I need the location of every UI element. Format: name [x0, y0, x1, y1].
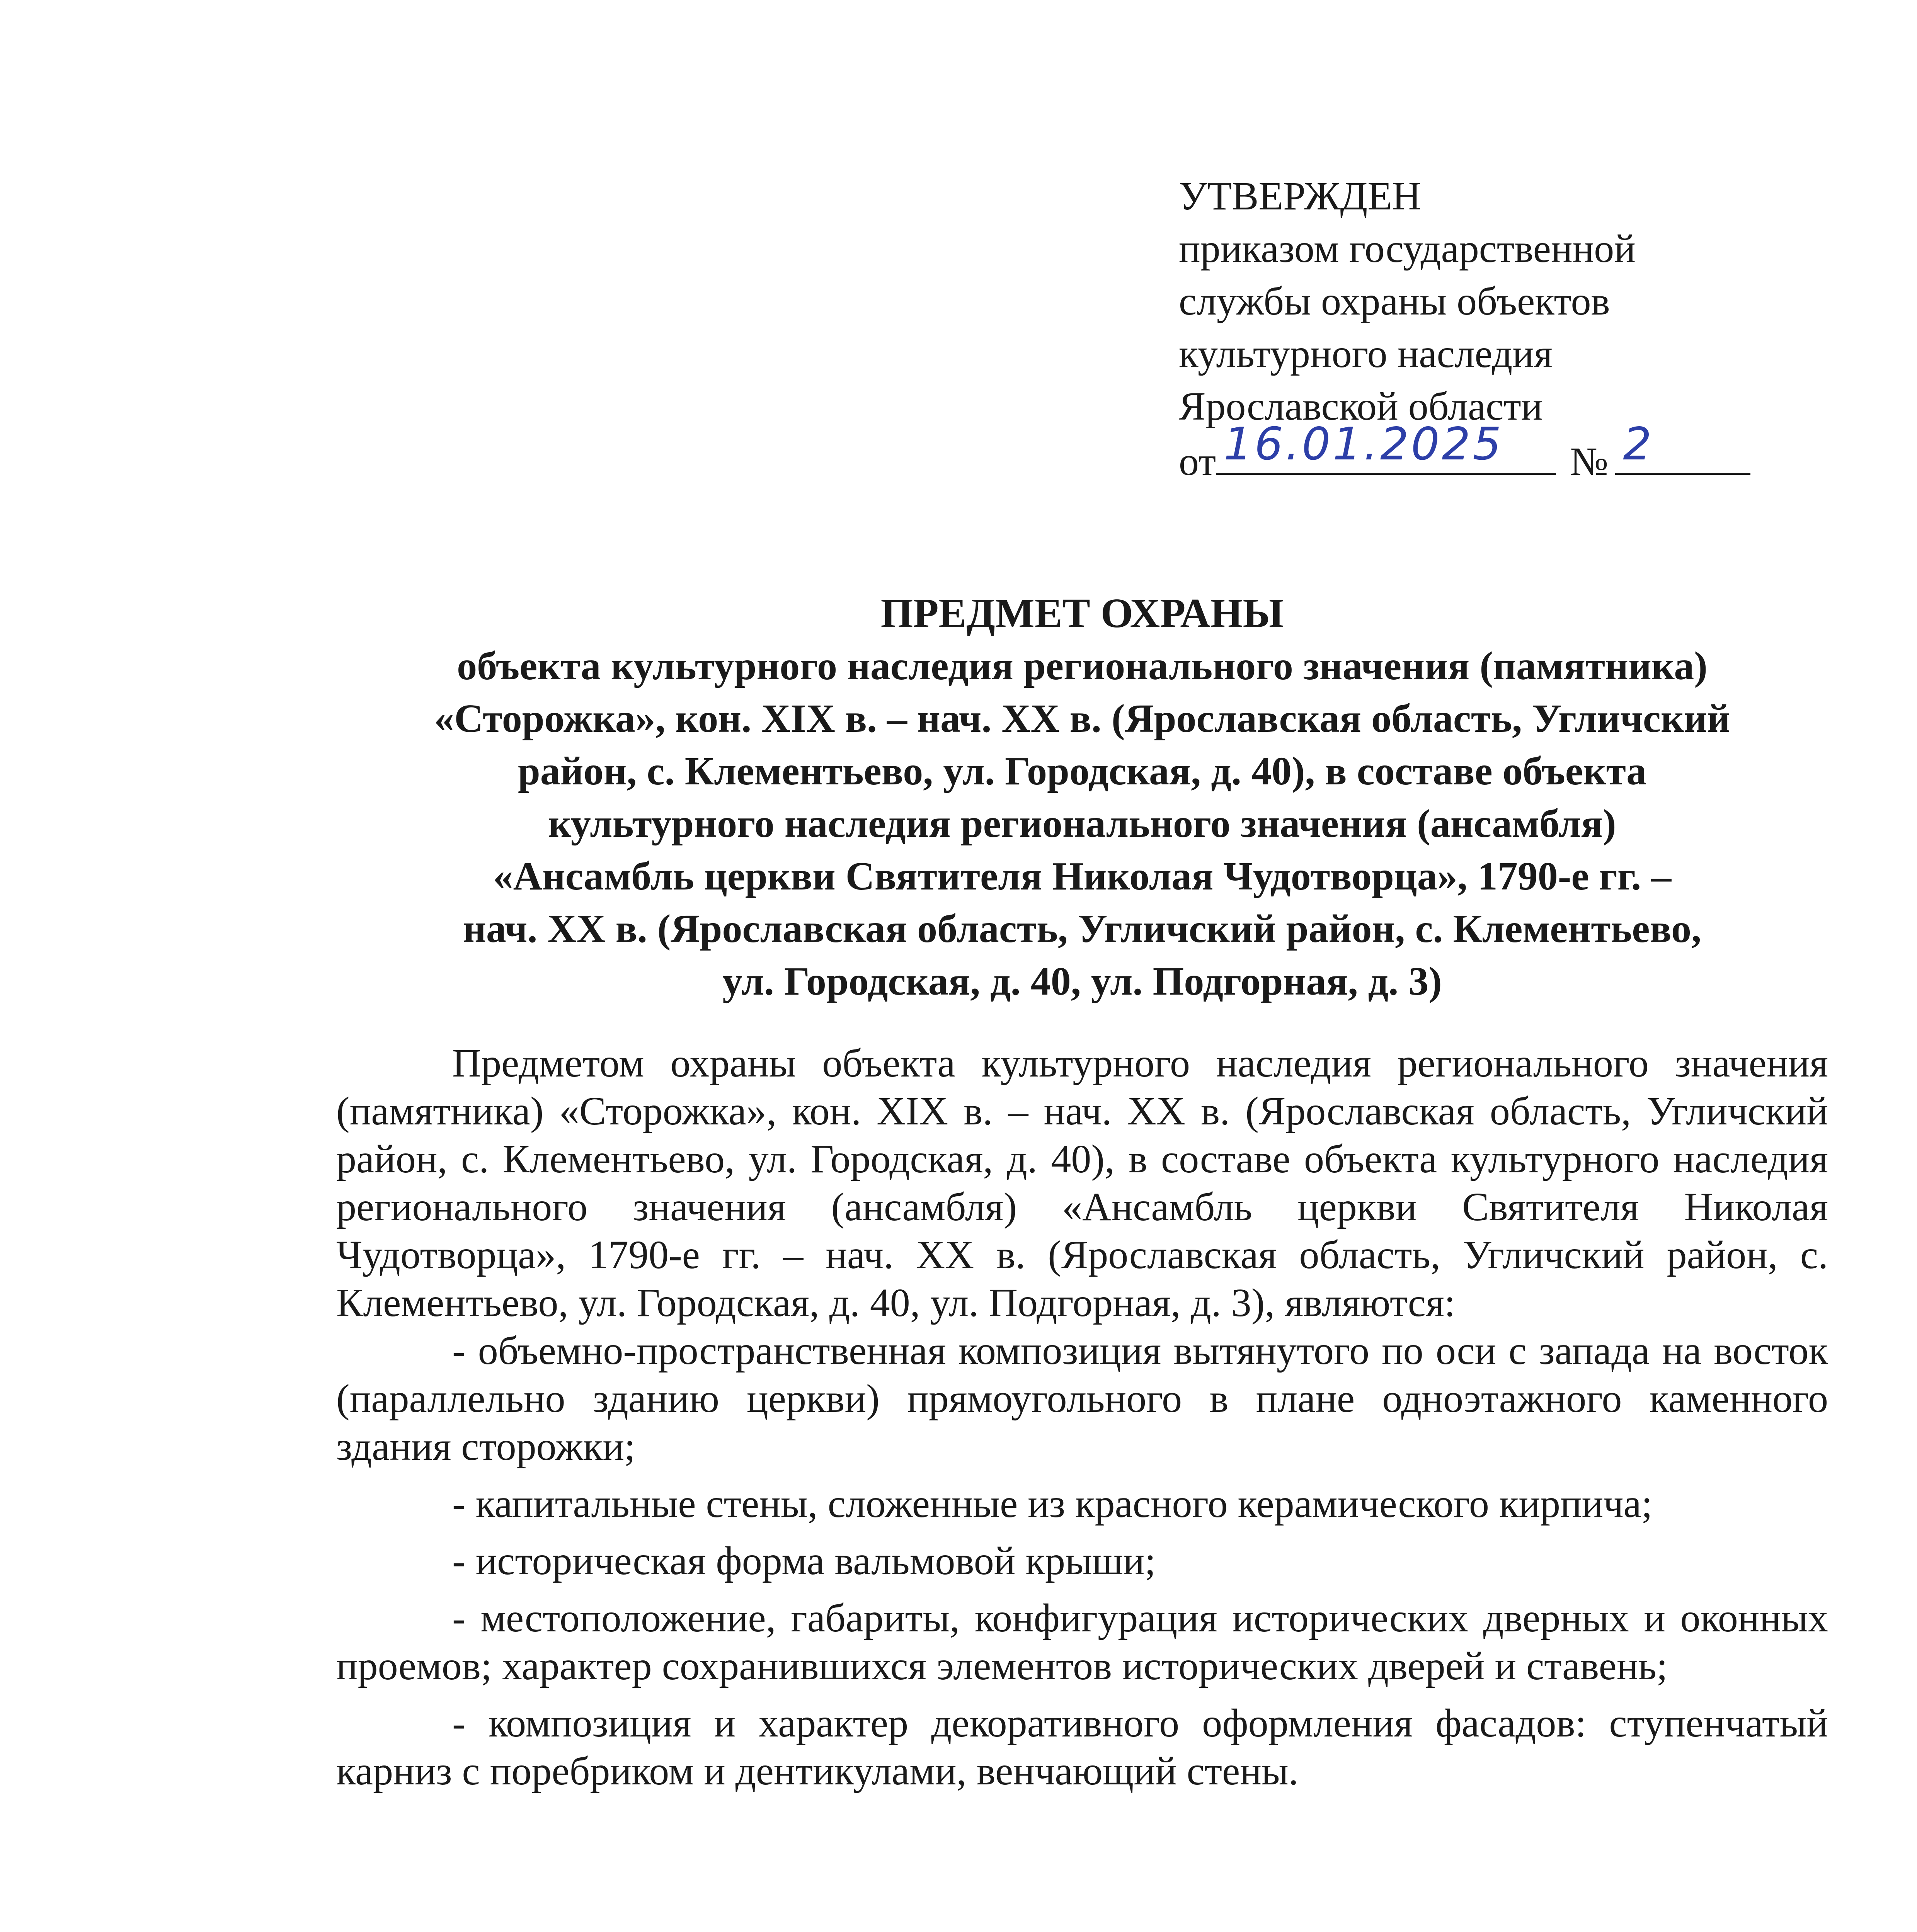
title-line: нач. XX в. (Ярославская область, Угличский район, с. Клементьево,: [463, 906, 1702, 951]
approval-date-number-line: [1179, 418, 1817, 488]
handwritten-number: 2: [1623, 418, 1654, 470]
title-line: «Сторожка», кон. XIX в. – нач. XX в. (Ярославская область, Угличский: [434, 696, 1730, 741]
list-item: - историческая форма вальмовой крыши;: [452, 1539, 1156, 1583]
approval-line: Ярославской области: [1179, 384, 1543, 429]
list-item: - местоположение, габариты, конфигурация исторических дверных и оконных проемов; характер сохранившихся элементов исторических дверей и ставень;: [336, 1596, 1828, 1688]
number-field: [1615, 418, 1750, 475]
list-item: - капитальные стены, сложенные из красного керамического кирпича;: [452, 1481, 1653, 1526]
list-item: - объемно-пространственная композиция вытянутого по оси с запада на восток (параллельно зданию церкви) прямоугольного в плане одноэтажного каменного здания сторожки;: [336, 1328, 1828, 1469]
title-line: «Ансамбль церкви Святителя Николая Чудотворца», 1790-е гг. –: [493, 854, 1672, 898]
document-body: [336, 1039, 1828, 1795]
intro-paragraph: Предметом охраны объекта культурного наследия регионального значения (памятника) «Сторожка», кон. XIX в. – нач. XX в. (Ярославская область, Угличский район, с. Клементьево, ул. Городская, д. 40), в составе объекта культурного наследия регионального значения (ансамбля) «Ансамбль церкви Святителя Николая Чудотворца», 1790-е гг. – нач. XX в. (Ярославская область, Угличский район, с. Клементьево, ул. Городская, д. 40, ул. Подгорная, д. 3), являются:: [336, 1041, 1828, 1325]
title-line: район, с. Клементьево, ул. Городская, д. 40), в составе объекта: [518, 749, 1647, 793]
approval-line: культурного наследия: [1179, 332, 1553, 376]
number-sign: №: [1570, 439, 1609, 484]
list-item: - композиция и характер декоративного оформления фасадов: ступенчатый карниз с поребриком и дентикулами, венчающий стены.: [336, 1701, 1828, 1793]
date-field: [1216, 418, 1556, 475]
document-title: ПРЕДМЕТ ОХРАНЫ: [880, 590, 1284, 636]
title-line: культурного наследия регионального значения (ансамбля): [548, 801, 1616, 846]
approval-block: [1179, 170, 1817, 488]
document-title-block: [336, 587, 1828, 1008]
approval-line: приказом государственной: [1179, 226, 1636, 271]
approval-line: службы охраны объектов: [1179, 279, 1610, 323]
date-prefix: от: [1179, 439, 1216, 484]
title-line: объекта культурного наследия регионального значения (памятника): [457, 644, 1708, 688]
title-line: ул. Городская, д. 40, ул. Подгорная, д. 3): [722, 959, 1442, 1003]
approval-heading: УТВЕРЖДЕН: [1179, 174, 1421, 218]
handwritten-date: 16.01.2025: [1224, 418, 1504, 470]
